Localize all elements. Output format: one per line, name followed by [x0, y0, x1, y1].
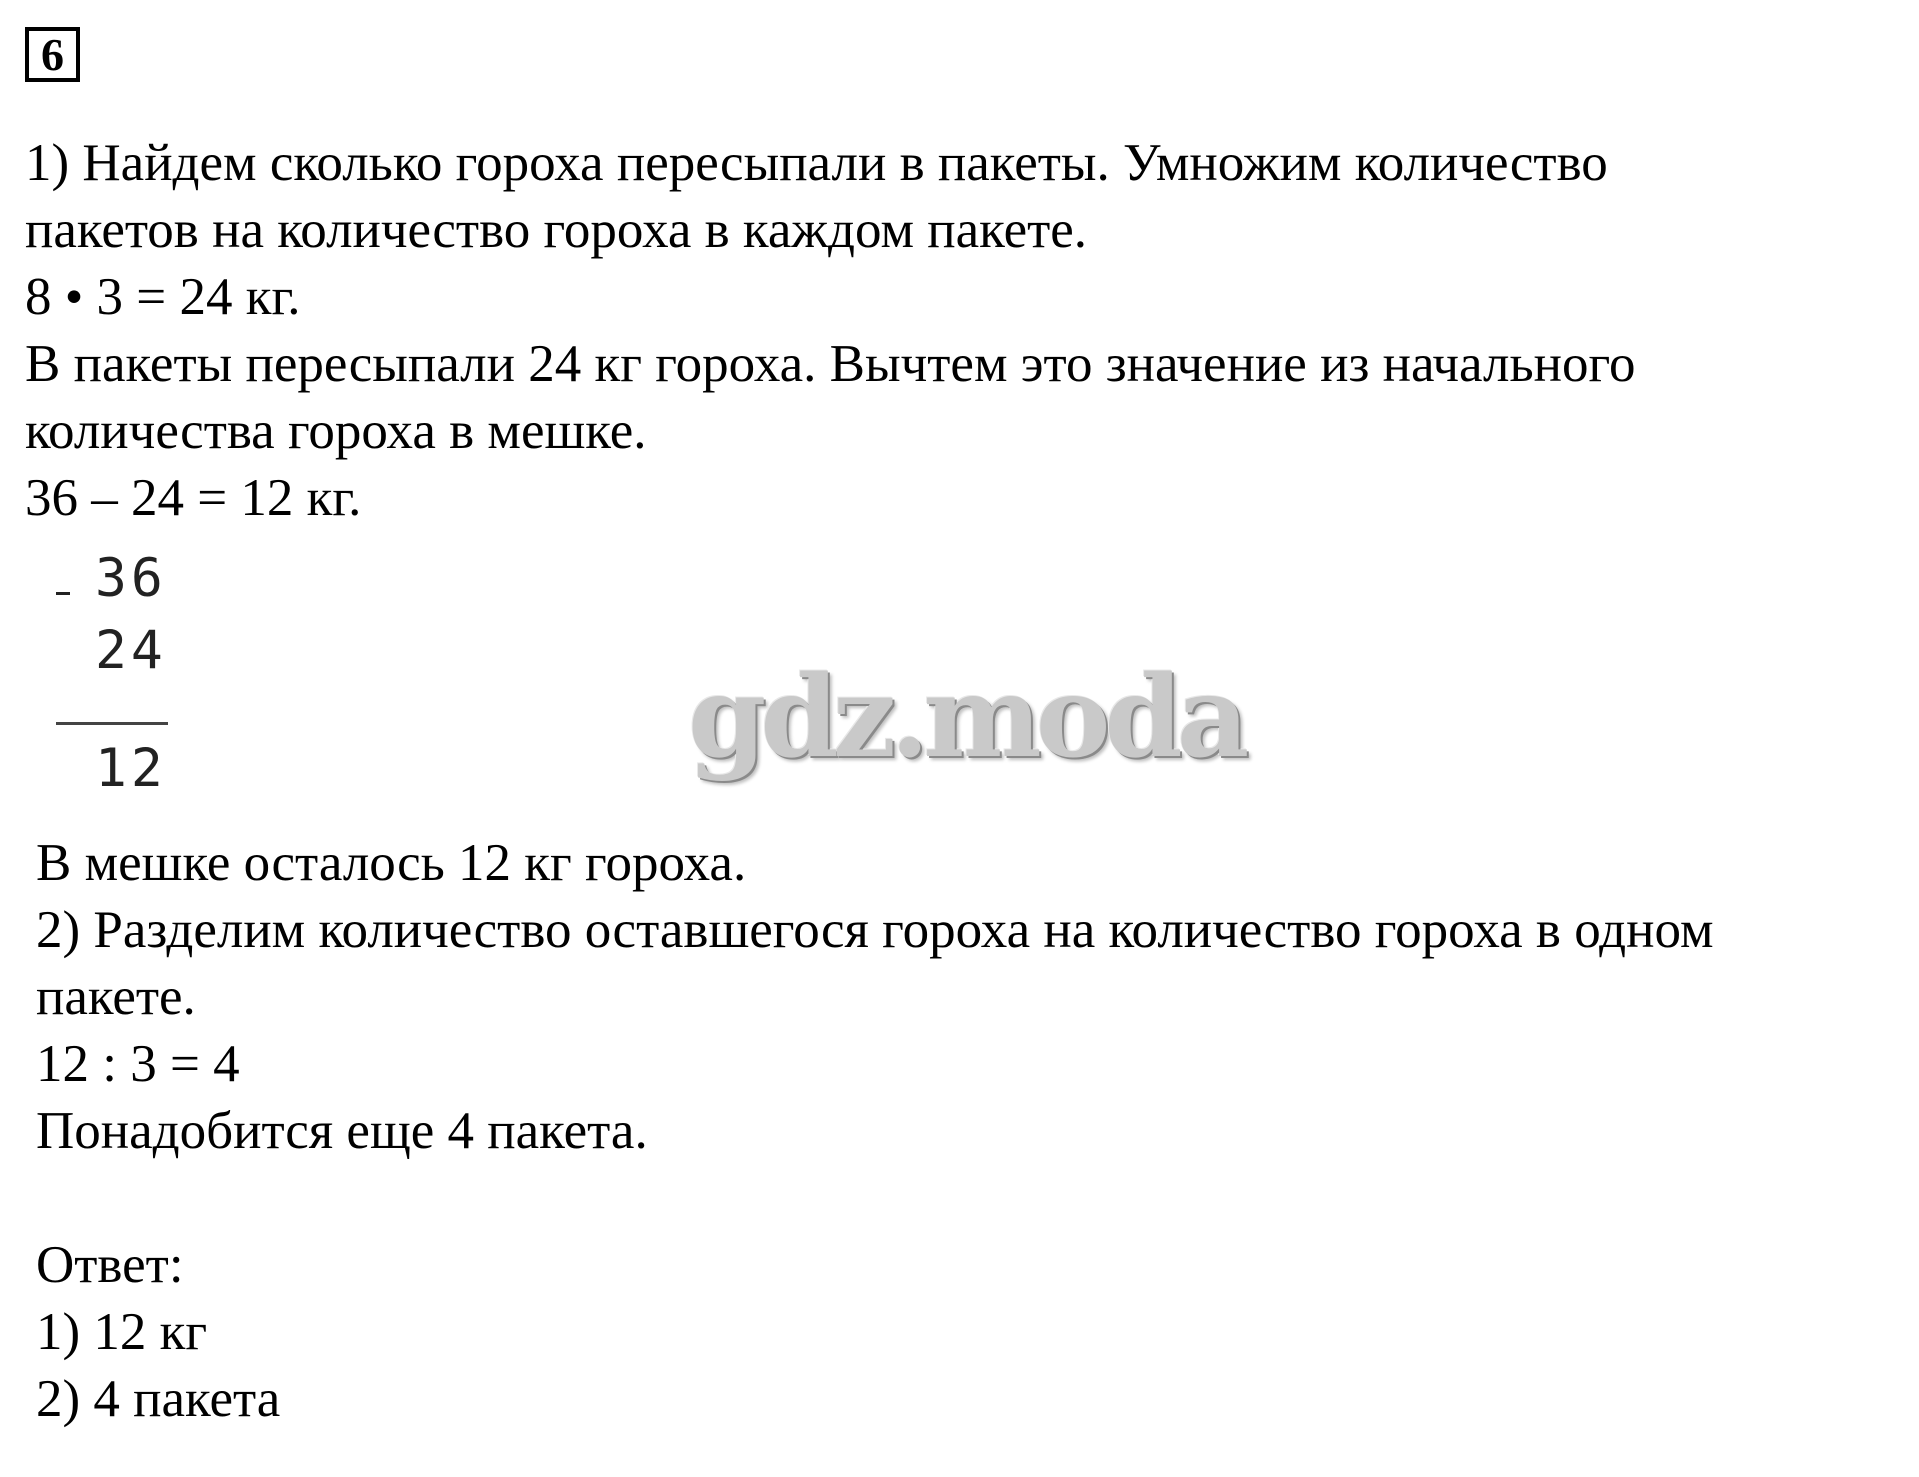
solution-line-7: В мешке осталось 12 кг гороха.	[36, 834, 747, 892]
solution-line-2: пакетов на количество гороха в каждом пакете.	[25, 201, 1088, 259]
solution-line-10: 12 : 3 = 4	[36, 1035, 240, 1093]
column-result-bar	[56, 722, 168, 725]
column-subtraction	[50, 548, 190, 818]
column-subtrahend: 24	[95, 620, 167, 681]
solution-line-6: 36 – 24 = 12 кг.	[25, 469, 362, 527]
solution-line-11: Понадобится еще 4 пакета.	[36, 1102, 648, 1160]
column-minuend: 36	[95, 548, 167, 609]
answer-line-2: 2) 4 пакета	[36, 1370, 281, 1428]
solution-line-1: 1) Найдем сколько гороха пересыпали в пакеты. Умножим количество	[25, 134, 1608, 192]
solution-line-8: 2) Разделим количество оставшегося гороха на количество гороха в одном	[36, 901, 1714, 959]
solution-line-5: количества гороха в мешке.	[25, 402, 647, 460]
solution-line-4: В пакеты пересыпали 24 кг гороха. Вычтем это значение из начального	[25, 335, 1636, 393]
answer-line-1: 1) 12 кг	[36, 1303, 208, 1361]
task-number-box: 6	[25, 27, 80, 82]
watermark-logo: gdz.moda	[688, 652, 1244, 783]
solution-line-9: пакете.	[36, 968, 196, 1026]
answer-heading: Ответ:	[36, 1236, 184, 1294]
column-result: 12	[95, 738, 167, 799]
column-minus-sign	[56, 592, 70, 595]
solution-line-3: 8 • 3 = 24 кг.	[25, 268, 301, 326]
